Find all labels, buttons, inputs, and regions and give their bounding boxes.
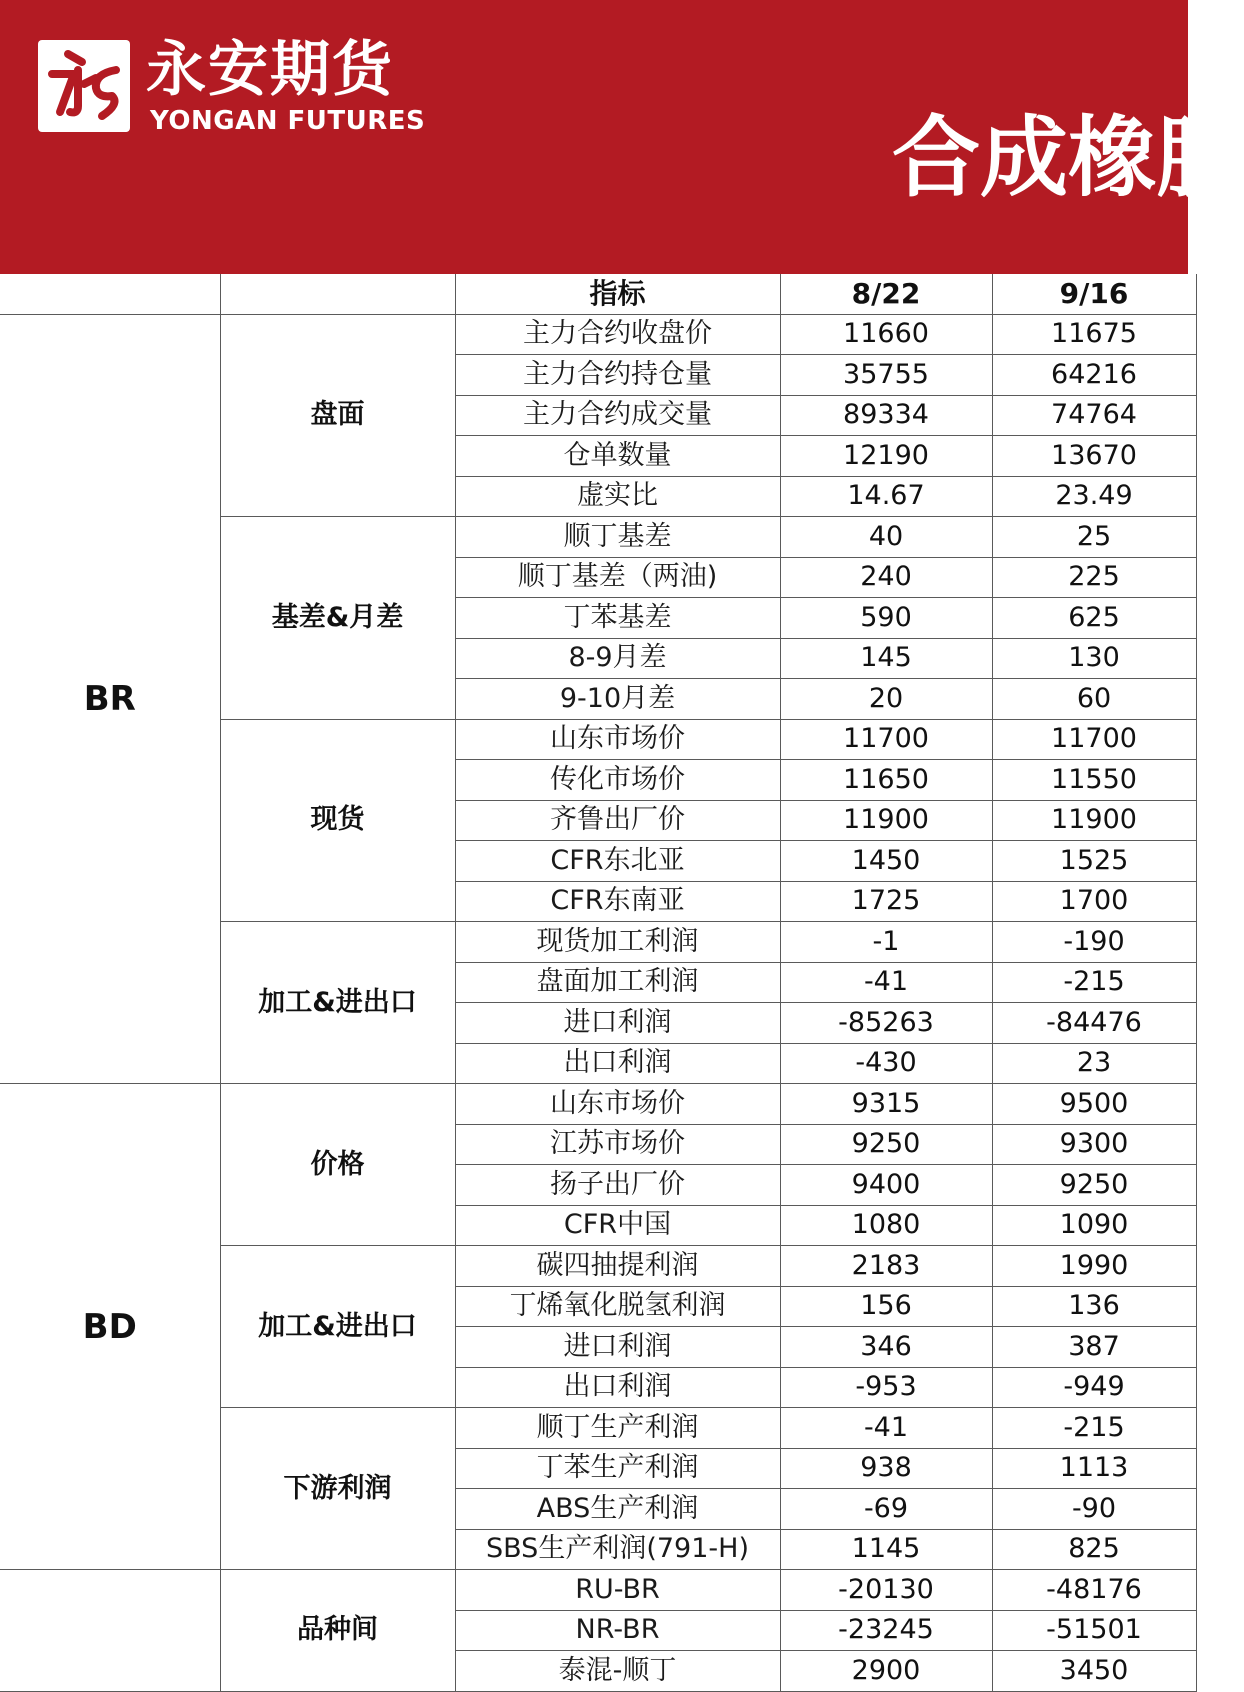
- metric-name: 9-10月差: [455, 679, 780, 720]
- value-cell: 20: [780, 679, 992, 720]
- value-cell: 9250: [992, 1165, 1196, 1206]
- value-cell: 1990: [992, 1246, 1196, 1287]
- metric-name: ABS生产利润: [455, 1489, 780, 1530]
- metric-name: NR-BR: [455, 1610, 780, 1651]
- value-cell: 1525: [992, 841, 1196, 882]
- value-cell: 346: [780, 1327, 992, 1368]
- value-cell: 1080: [780, 1205, 992, 1246]
- value-cell: -51501: [992, 1610, 1196, 1651]
- metric-name: 主力合约持仓量: [455, 355, 780, 396]
- value-cell: 25: [992, 517, 1196, 558]
- category-label: 下游利润: [220, 1408, 455, 1570]
- metric-name: 盘面加工利润: [455, 962, 780, 1003]
- value-cell: 9400: [780, 1165, 992, 1206]
- group-label: BD: [0, 1084, 220, 1570]
- category-label: 价格: [220, 1084, 455, 1246]
- value-cell: -23245: [780, 1610, 992, 1651]
- column-header: 指标: [455, 274, 780, 314]
- value-cell: 23: [992, 1043, 1196, 1084]
- value-cell: 11900: [992, 800, 1196, 841]
- column-header: [0, 274, 220, 314]
- value-cell: 590: [780, 598, 992, 639]
- value-cell: 11700: [780, 719, 992, 760]
- value-cell: 1090: [992, 1205, 1196, 1246]
- metric-name: CFR东南亚: [455, 881, 780, 922]
- value-cell: 825: [992, 1529, 1196, 1570]
- value-cell: 35755: [780, 355, 992, 396]
- value-cell: 1700: [992, 881, 1196, 922]
- value-cell: -69: [780, 1489, 992, 1530]
- value-cell: 11660: [780, 314, 992, 355]
- value-cell: -190: [992, 922, 1196, 963]
- metric-name: 山东市场价: [455, 719, 780, 760]
- value-cell: 40: [780, 517, 992, 558]
- category-label: 盘面: [220, 314, 455, 517]
- metric-name: 丁苯基差: [455, 598, 780, 639]
- metric-name: 8-9月差: [455, 638, 780, 679]
- column-header: 9/16: [992, 274, 1196, 314]
- value-cell: -953: [780, 1367, 992, 1408]
- value-cell: 1725: [780, 881, 992, 922]
- indicator-table: [0, 274, 1197, 1692]
- metric-name: CFR东北亚: [455, 841, 780, 882]
- metric-name: 虚实比: [455, 476, 780, 517]
- category-label: 现货: [220, 719, 455, 922]
- category-label: 加工&进出口: [220, 1246, 455, 1408]
- category-label: 基差&月差: [220, 517, 455, 720]
- table-row: [0, 1084, 1196, 1125]
- value-cell: -41: [780, 962, 992, 1003]
- category-label: 品种间: [220, 1570, 455, 1692]
- value-cell: 625: [992, 598, 1196, 639]
- metric-name: 山东市场价: [455, 1084, 780, 1125]
- metric-name: CFR中国: [455, 1205, 780, 1246]
- value-cell: 23.49: [992, 476, 1196, 517]
- value-cell: 2900: [780, 1651, 992, 1692]
- value-cell: 64216: [992, 355, 1196, 396]
- brand-name-en: YONGAN FUTURES: [150, 106, 426, 136]
- value-cell: 74764: [992, 395, 1196, 436]
- brand-name-cn: 永安期货: [146, 35, 394, 105]
- table-row: [0, 314, 1196, 355]
- value-cell: -85263: [780, 1003, 992, 1044]
- value-cell: 240: [780, 557, 992, 598]
- metric-name: 泰混-顺丁: [455, 1651, 780, 1692]
- metric-name: 碳四抽提利润: [455, 1246, 780, 1287]
- value-cell: 11550: [992, 760, 1196, 801]
- value-cell: 9250: [780, 1124, 992, 1165]
- column-header: 8/22: [780, 274, 992, 314]
- metric-name: 丁烯氧化脱氢利润: [455, 1286, 780, 1327]
- group-label: [0, 1570, 220, 1692]
- value-cell: 11900: [780, 800, 992, 841]
- metric-name: 进口利润: [455, 1327, 780, 1368]
- value-cell: 3450: [992, 1651, 1196, 1692]
- metric-name: 出口利润: [455, 1367, 780, 1408]
- metric-name: 顺丁基差（两油): [455, 557, 780, 598]
- value-cell: -949: [992, 1367, 1196, 1408]
- value-cell: 11650: [780, 760, 992, 801]
- metric-name: 扬子出厂价: [455, 1165, 780, 1206]
- value-cell: 136: [992, 1286, 1196, 1327]
- value-cell: 225: [992, 557, 1196, 598]
- value-cell: -84476: [992, 1003, 1196, 1044]
- value-cell: -215: [992, 1408, 1196, 1449]
- metric-name: 传化市场价: [455, 760, 780, 801]
- value-cell: 12190: [780, 436, 992, 477]
- value-cell: 9500: [992, 1084, 1196, 1125]
- value-cell: -215: [992, 962, 1196, 1003]
- metric-name: 主力合约成交量: [455, 395, 780, 436]
- value-cell: 9300: [992, 1124, 1196, 1165]
- metric-name: 进口利润: [455, 1003, 780, 1044]
- metric-name: SBS生产利润(791-H): [455, 1529, 780, 1570]
- group-label: BR: [0, 314, 220, 1084]
- value-cell: 9315: [780, 1084, 992, 1125]
- metric-name: 丁苯生产利润: [455, 1448, 780, 1489]
- yongan-logo-icon: [38, 40, 130, 132]
- value-cell: 14.67: [780, 476, 992, 517]
- value-cell: 13670: [992, 436, 1196, 477]
- metric-name: 现货加工利润: [455, 922, 780, 963]
- metric-name: 齐鲁出厂价: [455, 800, 780, 841]
- table-header-row: [0, 274, 1196, 314]
- value-cell: 60: [992, 679, 1196, 720]
- value-cell: 1450: [780, 841, 992, 882]
- value-cell: -430: [780, 1043, 992, 1084]
- metric-name: 主力合约收盘价: [455, 314, 780, 355]
- metric-name: RU-BR: [455, 1570, 780, 1611]
- value-cell: 2183: [780, 1246, 992, 1287]
- metric-name: 顺丁基差: [455, 517, 780, 558]
- value-cell: -90: [992, 1489, 1196, 1530]
- value-cell: -1: [780, 922, 992, 963]
- value-cell: -48176: [992, 1570, 1196, 1611]
- column-header: [220, 274, 455, 314]
- value-cell: -20130: [780, 1570, 992, 1611]
- value-cell: 156: [780, 1286, 992, 1327]
- value-cell: 130: [992, 638, 1196, 679]
- category-label: 加工&进出口: [220, 922, 455, 1084]
- value-cell: 11700: [992, 719, 1196, 760]
- value-cell: 145: [780, 638, 992, 679]
- value-cell: 938: [780, 1448, 992, 1489]
- metric-name: 江苏市场价: [455, 1124, 780, 1165]
- header-banner: [0, 0, 1244, 274]
- table-row: [0, 1570, 1196, 1611]
- value-cell: 11675: [992, 314, 1196, 355]
- value-cell: 1113: [992, 1448, 1196, 1489]
- value-cell: 1145: [780, 1529, 992, 1570]
- metric-name: 出口利润: [455, 1043, 780, 1084]
- value-cell: -41: [780, 1408, 992, 1449]
- value-cell: 387: [992, 1327, 1196, 1368]
- metric-name: 仓单数量: [455, 436, 780, 477]
- report-title: 合成橡胶: [892, 106, 1244, 209]
- value-cell: 89334: [780, 395, 992, 436]
- metric-name: 顺丁生产利润: [455, 1408, 780, 1449]
